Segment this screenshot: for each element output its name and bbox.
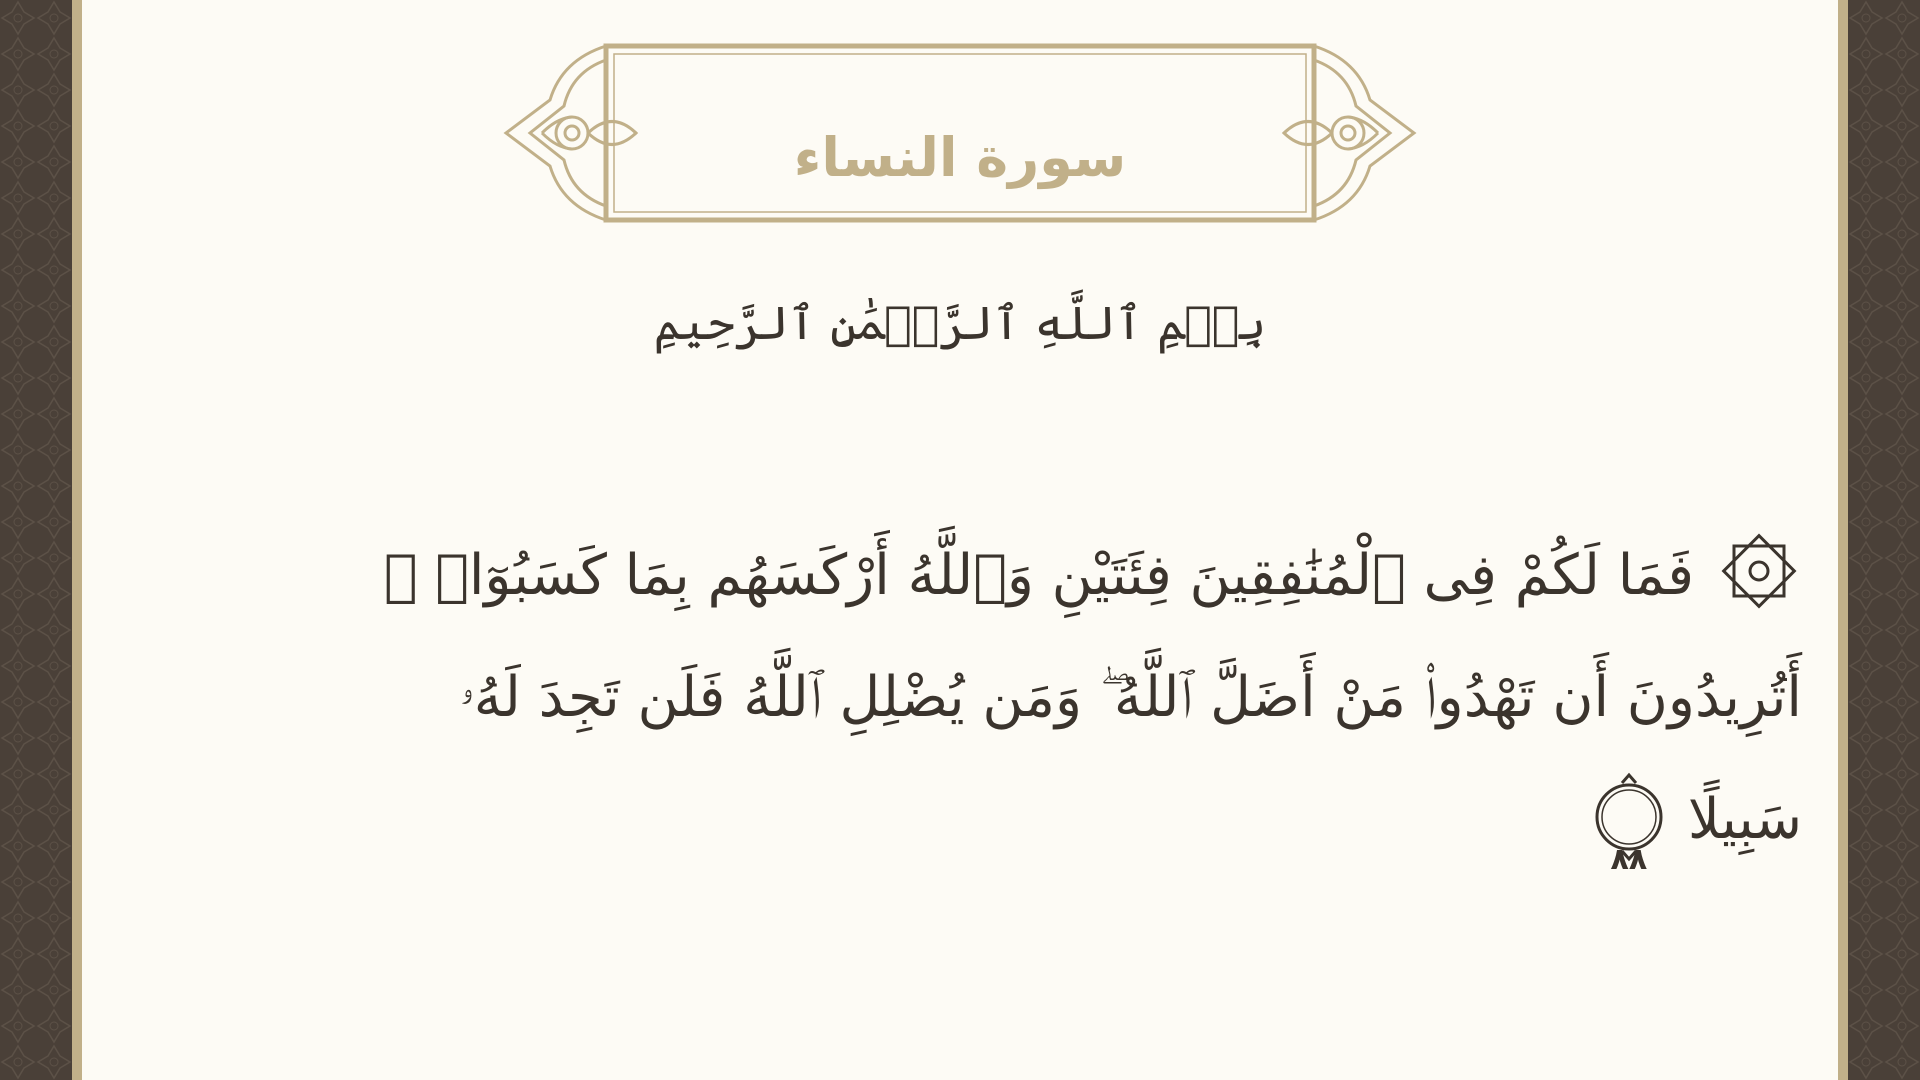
ayah-number: ٨٨ <box>1610 841 1648 877</box>
verse-line-3-text: سَبِيلًا <box>1687 787 1802 852</box>
basmala: بِسۡمِ ٱللَّهِ ٱلرَّحۡمَٰنِ ٱلرَّحِيمِ <box>653 296 1267 350</box>
verse-line-2-text: أَتُرِيدُونَ أَن تَهْدُوا۟ مَنْ أَضَلَّ ٱللَّهُ ۖ وَمَن يُضْلِلِ ٱللَّهُ فَلَن تَجِدَ لَهُۥ <box>459 665 1802 730</box>
right-inner-gap <box>1828 0 1838 1080</box>
left-gold-rule <box>72 0 82 1080</box>
ayah-end-marker <box>1592 769 1666 877</box>
verse-line-3 <box>300 759 1802 881</box>
surah-name: سورة النساء <box>793 126 1127 189</box>
right-ornamental-border <box>1848 0 1920 1080</box>
surah-title-banner <box>502 40 1418 226</box>
verse-text <box>300 515 1802 881</box>
left-ornamental-border <box>0 0 72 1080</box>
verse-line-2 <box>300 637 1802 759</box>
right-gold-rule <box>1838 0 1848 1080</box>
left-inner-gap <box>82 0 92 1080</box>
hizb-marker-icon <box>1716 528 1802 614</box>
verse-line-1 <box>300 515 1802 637</box>
verse-line-1-text: فَمَا لَكُمْ فِى ٱلْمُنَٰفِقِينَ فِئَتَيْنِ وَٱللَّهُ أَرْكَسَهُم بِمَا كَسَبُوٓا۟ ۚ <box>383 543 1694 608</box>
